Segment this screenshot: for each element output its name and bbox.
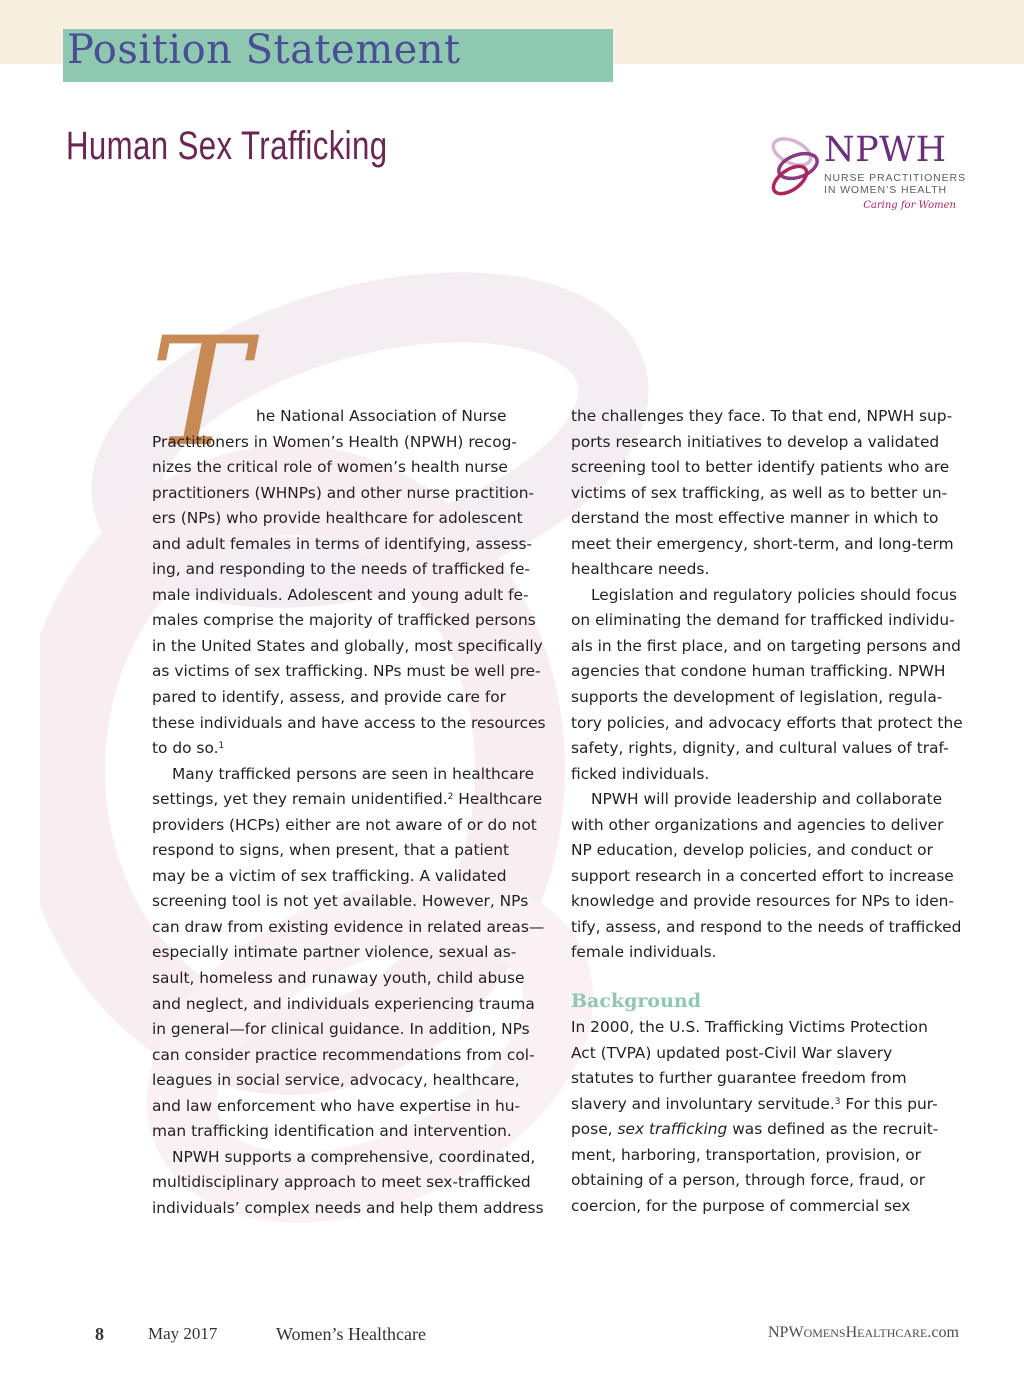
text-line: ficked individuals. xyxy=(571,764,710,783)
text-line: healthcare needs. xyxy=(571,560,710,579)
text-line: victims of sex trafficking, as well as to better un- xyxy=(571,483,948,502)
term-emphasis: sex trafficking xyxy=(617,1120,728,1139)
text-line: and law enforcement who have expertise in hu- xyxy=(152,1096,521,1115)
text-line: in the United States and globally, most specifically xyxy=(152,636,543,655)
text-line: Practitioners in Women’s Health (NPWH) recog- xyxy=(152,432,517,451)
text-line: tify, assess, and respond to the needs of trafficked xyxy=(571,917,962,936)
text-line: providers (HCPs) either are not aware of or do not xyxy=(152,815,537,834)
text-line: ports research initiatives to develop a validated xyxy=(571,432,940,451)
logo-petals-icon xyxy=(764,130,822,202)
background-heading: Background xyxy=(571,990,701,1013)
text-line: coercion, for the purpose of commercial sex xyxy=(571,1196,911,1215)
text-line: ment, harboring, transportation, provision, or xyxy=(571,1145,922,1164)
text-line: derstand the most effective manner in which to xyxy=(571,509,939,528)
text-line: as victims of sex trafficking. NPs must be well pre- xyxy=(152,662,541,681)
text-line: sault, homeless and runaway youth, child abuse xyxy=(152,969,525,988)
reference-marker[interactable]: 2 xyxy=(447,792,454,803)
section-banner xyxy=(63,29,613,82)
text-line: especially intimate partner violence, sexual as- xyxy=(152,943,517,962)
text-line: males comprise the majority of trafficked persons xyxy=(152,611,536,630)
text-line: leagues in social service, advocacy, healthcare, xyxy=(152,1071,520,1090)
text-line: with other organizations and agencies to deliver xyxy=(571,815,944,834)
text-line: NP education, develop policies, and conduct or xyxy=(571,841,933,860)
logo-line-1: NURSE PRACTITIONERS xyxy=(824,172,966,184)
text-line: knowledge and provide resources for NPs to iden- xyxy=(571,892,954,911)
article-title: Human Sex Trafficking xyxy=(66,124,388,168)
text-line: NPWH supports a comprehensive, coordinated, xyxy=(172,1147,536,1166)
text-line: screening tool is not yet available. However, NPs xyxy=(152,892,529,911)
text-line: ers (NPs) who provide healthcare for adolescent xyxy=(152,509,523,528)
logo-tagline: Caring for Women xyxy=(863,200,956,211)
text-line: man trafficking identification and intervention. xyxy=(152,1122,512,1141)
text-line: multidisciplinary approach to meet sex-trafficked xyxy=(152,1173,531,1192)
text-line: can draw from existing evidence in related areas— xyxy=(152,917,545,936)
text-line: Many trafficked persons are seen in healthcare xyxy=(172,764,535,783)
text-line: statutes to further guarantee freedom from xyxy=(571,1069,907,1088)
text-line: individuals’ complex needs and help them address xyxy=(152,1198,544,1217)
text-line: pose, sex trafficking was defined as the recruit- xyxy=(571,1120,939,1139)
npwh-logo xyxy=(764,128,964,218)
text-line: nizes the critical role of women’s health nurse xyxy=(152,458,508,477)
section-label: Position Statement xyxy=(67,27,461,73)
text-line: pared to identify, assess, and provide care for xyxy=(152,688,506,707)
text-line: male individuals. Adolescent and young adult fe- xyxy=(152,585,529,604)
text-line: ing, and responding to the needs of trafficked fe- xyxy=(152,560,530,579)
article-column-left xyxy=(152,404,547,1222)
logo-wordmark: NPWH xyxy=(824,130,947,170)
text-line: slavery and involuntary servitude.$^3$ For this pur- xyxy=(571,1094,938,1113)
text-line: he National Association of Nurse xyxy=(256,407,507,425)
text-line: In 2000, the U.S. Trafficking Victims Protection xyxy=(571,1018,928,1037)
text-line: in general—for clinical guidance. In addition, NPs xyxy=(152,1020,530,1039)
text-line: can consider practice recommendations from col- xyxy=(152,1045,535,1064)
text-line: screening tool to better identify patients who are xyxy=(571,458,950,477)
drop-cap: T xyxy=(150,306,251,480)
text-line: meet their emergency, short-term, and long-term xyxy=(571,534,954,553)
reference-marker[interactable]: 3 xyxy=(834,1096,841,1107)
text-line: tory policies, and advocacy efforts that protect the xyxy=(571,713,963,732)
logo-line-2: IN WOMEN’S HEALTH xyxy=(824,184,948,196)
article-column-right xyxy=(571,404,966,1219)
website-link[interactable]: NPWOMENSHEALTHCARE.com xyxy=(768,1324,959,1341)
text-line: Legislation and regulatory policies should focus xyxy=(591,585,958,604)
text-line: safety, rights, dignity, and cultural values of traf- xyxy=(571,739,949,758)
text-line: to do so.$^1$ xyxy=(152,739,225,758)
reference-marker[interactable]: 1 xyxy=(218,741,225,752)
text-line: may be a victim of sex trafficking. A validated xyxy=(152,866,507,885)
text-line: Act (TVPA) updated post-Civil War slavery xyxy=(571,1043,893,1062)
text-line: on eliminating the demand for trafficked individu- xyxy=(571,611,955,630)
text-line: support research in a concerted effort to increase xyxy=(571,866,954,885)
magazine-name: Women’s Healthcare xyxy=(276,1324,426,1344)
text-line: these individuals and have access to the resources xyxy=(152,713,546,732)
text-line: the challenges they face. To that end, NPWH sup- xyxy=(571,407,953,425)
text-line: female individuals. xyxy=(571,943,717,962)
text-line: and neglect, and individuals experiencing trauma xyxy=(152,994,535,1013)
text-line: agencies that condone human trafficking. NPWH xyxy=(571,662,946,681)
text-line: NPWH will provide leadership and collaborate xyxy=(591,790,943,809)
text-line: and adult females in terms of identifying, assess- xyxy=(152,534,533,553)
issue-date: May 2017 xyxy=(148,1324,218,1343)
text-line: obtaining of a person, through force, fraud, or xyxy=(571,1171,926,1190)
text-line: settings, yet they remain unidentified.$^2$ Healthcare xyxy=(152,790,543,809)
text-line: practitioners (WHNPs) and other nurse practition- xyxy=(152,483,535,502)
text-line: respond to signs, when present, that a patient xyxy=(152,841,510,860)
text-line: als in the first place, and on targeting persons and xyxy=(571,636,961,655)
text-line: supports the development of legislation, regula- xyxy=(571,688,943,707)
page-number: 8 xyxy=(95,1324,104,1344)
